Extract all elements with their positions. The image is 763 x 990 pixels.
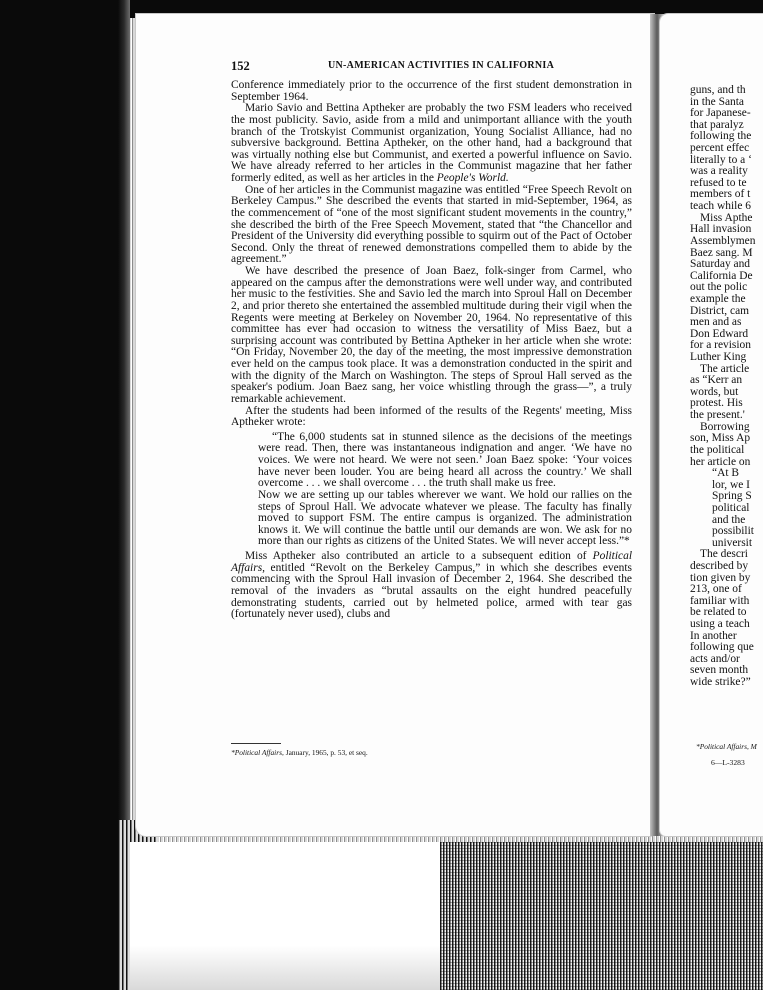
quote-paragraph: “The 6,000 students sat in stunned silence as the decisions of the meetings were read. Then, there was instantaneous indignation and anger. ‘We have no voices. We were not heard. We were not seen.’ Joan Baez spoke: ‘Your voices have never been louder. You are being heard all across the country.’ We shall overcome . . . we shall overcome . . . the truth shall make us free. xyxy=(258,430,632,490)
right-column-line: in the Santa xyxy=(690,95,744,108)
right-column-line: following que xyxy=(690,641,754,654)
right-column-line: acts and/or xyxy=(690,652,740,665)
right-column-line: refused to te xyxy=(690,176,747,189)
right-column-line: percent effec xyxy=(690,142,750,155)
paragraph: We have described the presence of Joan Baez, folk-singer from Carmel, who appeared on the campus after the demonstrations were well under way, and contributed her music to the festivities. She and Savio led the march into Sproul Hall on December 2, and prior thereto she entertained the assembled multitude during their vigil when the Regents were meeting at Berkeley on November 20, 1964. No representative of this committee has ever had occasion to witness the versatility of Miss Baez, but a surprising account was contributed by Bettina Aptheker in her article when she wrote: “On Friday, November 20, the day of the meeting, the most impressive demonstration ever held on the campus took place. It was a demonstration conducted in the spirit and with the dignity of the March on Washington. The steps of Sproul Hall served as the speaker's podium. Joan Baez sang, her voice whistling through the grass—”, a truly remarkable achievement. xyxy=(231,265,632,405)
right-column-line: tion given by xyxy=(690,571,751,584)
right-column-line: Baez sang. M xyxy=(690,246,753,259)
right-column-line: be related to xyxy=(690,606,747,619)
right-column-line: 213, one of xyxy=(690,583,742,596)
right-page-footnote: *Political Affairs, M xyxy=(696,742,757,751)
right-column-line: and the xyxy=(712,513,746,526)
right-column-line: that paralyz xyxy=(690,118,744,131)
right-column-line: The descri xyxy=(700,548,748,561)
quote-paragraph: Now we are setting up our tables wherever we want. We hold our rallies on the steps of Sproul Hall. We advocate whatever we please. The faculty has finally moved to support FSM. The entire campus is organized. The administration knows it. We will continue the battle until our demands are won. We ask for no more than our rights as citizens of the United States. We will never accept less.”* xyxy=(258,488,632,548)
right-column-line: wide strike?” xyxy=(690,676,751,689)
right-column-line: familiar with xyxy=(690,594,750,607)
right-column-line: for Japanese- xyxy=(690,107,751,120)
paragraph: After the students had been informed of the results of the Regents' meeting, Miss Aptheker wrote: xyxy=(231,404,632,429)
paragraph: One of her articles in the Communist magazine was entitled “Free Speech Revolt on Berkeley Campus.” She described the events that started in mid-September, 1964, as the commencement of “one of the most significant student movements in the country,” she described the birth of the Free Speech Movement, stated that “the Chancellor and President of the University did everything possible to squirm out of the Pact of October Second. Only the threat of renewed demonstrations compelled them to abide by the agreement.” xyxy=(231,183,632,266)
right-column-line: was a reality xyxy=(690,165,748,178)
right-column-line: Hall invasion xyxy=(690,223,752,236)
right-column-line: The article xyxy=(700,362,750,375)
right-column-line: Borrowing xyxy=(700,420,750,433)
paragraph: Conference immediately prior to the occurrence of the first student demonstration in September 1964. xyxy=(231,79,632,103)
running-head: UN-AMERICAN ACTIVITIES IN CALIFORNIA xyxy=(328,60,555,71)
right-column-line: possibilit xyxy=(712,525,754,538)
right-column-line: the present.' xyxy=(690,409,745,422)
right-column-line: for a revision xyxy=(690,339,751,352)
scan-bottom-dither xyxy=(440,842,763,990)
right-column-line: lor, we I xyxy=(712,478,750,491)
right-column-line: In another xyxy=(690,629,737,642)
right-column-line: out the polic xyxy=(690,281,748,294)
right-column-line: as “Kerr an xyxy=(690,374,743,387)
right-column-line: men and as xyxy=(690,316,742,329)
right-column-line: Assemblymen xyxy=(690,234,756,247)
right-column-line: example the xyxy=(690,292,746,305)
right-column-line: “At B xyxy=(712,467,740,480)
right-column-line: political xyxy=(712,501,750,514)
right-column-line: son, Miss Ap xyxy=(690,432,751,445)
right-column-line: described by xyxy=(690,559,749,572)
page-header xyxy=(231,59,631,75)
right-column-line: Luther King xyxy=(690,351,747,364)
right-column-line: guns, and th xyxy=(690,85,746,96)
right-column-line: Don Edward xyxy=(690,327,749,340)
right-column-line: District, cam xyxy=(690,304,750,317)
right-column-line: teach while 6 xyxy=(690,200,751,213)
right-column-line: Spring S xyxy=(712,490,752,503)
right-column-line: seven month xyxy=(690,664,749,677)
right-column-line: literally to a ‘ xyxy=(690,153,752,166)
right-column-line: Saturday and xyxy=(690,258,751,271)
left-page-body xyxy=(231,80,632,621)
right-column-line: protest. His xyxy=(690,397,743,410)
right-column-line: words, but xyxy=(690,385,739,398)
scan-left-border xyxy=(0,0,130,990)
paragraph: Miss Aptheker also contributed an article to a subsequent edition of Political Affairs, entitled “Revolt on the Berkeley Campus,” in which she describes events commencing with the Sproul Hall invasion of December 2, 1964. She described the removal of the invaders as “brutal assaults on the eight hundred peacefully demonstrating students, carried out by helmeted police, armed with tear gas (fortunately never used), clubs and xyxy=(231,550,632,621)
right-column-line: the political xyxy=(690,443,745,456)
right-column-line: her article on xyxy=(690,455,751,468)
right-column-line: members of t xyxy=(690,188,751,201)
right-column-line: California De xyxy=(690,269,753,282)
right-column-line: using a teach xyxy=(690,618,750,631)
block-quote xyxy=(258,432,632,548)
right-column-line: Miss Apthe xyxy=(700,211,753,224)
right-column-line: universit xyxy=(712,536,753,549)
footnote: *Political Affairs, January, 1965, p. 53, et seq. xyxy=(231,748,368,757)
paragraph: Mario Savio and Bettina Aptheker are probably the two FSM leaders who received the most publicity. Savio, aside from a mild and unimportant alliance with the youth branch of the Trotskyist Communist organization, Young Socialist Alliance, had no subversive background. Bettina Aptheker, on the other hand, had a background that was virtually nothing else but Communist, and exerted a powerful influence on Savio. We have already referred to her articles in the Communist magazine that her father formerly edited, as well as her articles in the People's World. xyxy=(231,102,632,184)
signature-mark: 6—L-3283 xyxy=(711,758,745,767)
right-page-column xyxy=(690,85,763,689)
page-number: 152 xyxy=(231,59,250,73)
right-column-line: following the xyxy=(690,130,752,143)
scan-bottom-fade xyxy=(130,842,450,990)
footnote-rule xyxy=(231,743,281,744)
